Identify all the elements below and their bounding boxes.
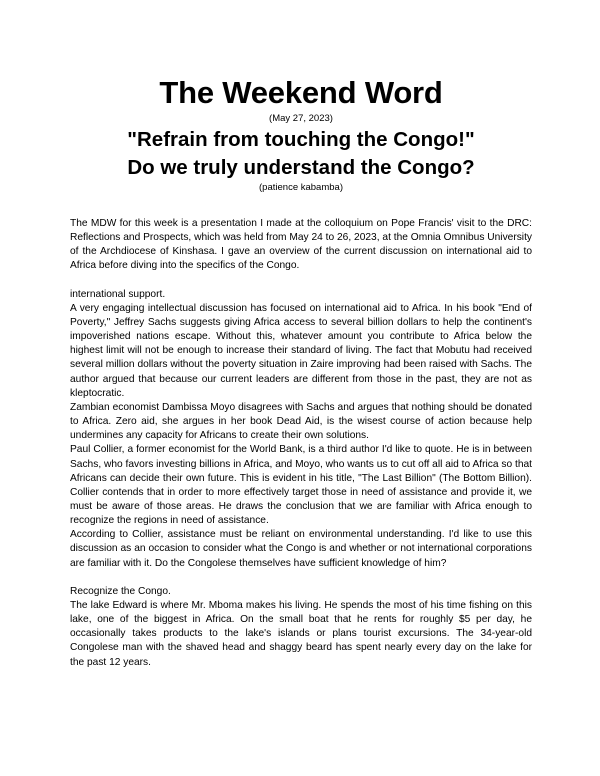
collier-understanding-paragraph: According to Collier, assistance must be reliant on environmental understanding. I'd like to use this discussion as an occasion to consider what the Congo is and whether or not international corporations are familiar with it. Do the Congolese themselves have sufficient knowledge of him? <box>70 529 532 569</box>
author-name: (patience kabamba) <box>259 182 343 193</box>
subtitle-line-2: Do we truly understand the Congo? <box>127 156 475 179</box>
subtitle-line-1: "Refrain from touching the Congo!" <box>127 128 475 151</box>
sachs-paragraph: A very engaging intellectual discussion has focused on international aid to Africa. In his book "End of Poverty," Jeffrey Sachs suggests giving Africa access to several billion dollars to help the continent's impoverished nations escape. Without this, whatever amount you contribute to Africa below the highest limit will not be enough to increase their standard of living. The fact that Mobutu had received several million dollars without the poverty situation in Zaire improving had been raised with Sachs. The author argued that because our current leaders are different from those in the past, they are not as kleptocratic. <box>70 302 532 399</box>
page-title: The Weekend Word <box>159 75 443 110</box>
mboma-paragraph: The lake Edward is where Mr. Mboma makes his living. He spends the most of his time fishing on this lake, one of the biggest in Africa. On the small boat that he rents for roughly $5 per day, he occasionally takes products to the lake's islands or plans tourist excursions. The 34-year-old Congolese man with the shaved head and shaggy beard has spent nearly every day on the lake for the past 12 years. <box>70 599 532 668</box>
section-heading-international-support: international support. <box>70 288 166 300</box>
intro-paragraph: The MDW for this week is a presentation I made at the colloquium on Pope Francis' visit to the DRC: Reflections and Prospects, which was held from May 24 to 26, 2023, at the Omnia Omnibus University of the Archdiocese of Kinshasa. I gave an overview of the current discussion on international aid to Africa before diving into the specifics of the Congo. <box>70 218 532 272</box>
collier-paragraph: Paul Collier, a former economist for the World Bank, is a third author I'd like to quote. He is in between Sachs, who favors investing billions in Africa, and Moyo, who wants us to cut off all aid to Africa so that Africans can decide their own future. This is evident in his title, "The Last Billion" (The Bottom Billion). Collier contends that in order to more effectively target those in need of assistance and provide it, we must be aware of those areas. He draws the conclusion that we are familiar with Africa enough to recognize the regions in need of assistance. <box>70 444 532 527</box>
moyo-paragraph: Zambian economist Dambissa Moyo disagrees with Sachs and argues that nothing should be donated to Africa. Zero aid, she argues in her book Dead Aid, is the wisest course of action because help undermines any capacity for Africans to create their own solutions. <box>70 401 532 442</box>
section-heading-recognize-congo: Recognize the Congo. <box>70 585 171 597</box>
paragraph-gap <box>70 571 532 585</box>
paragraph-gap <box>70 274 532 288</box>
article-body <box>70 217 532 670</box>
publication-date: (May 27, 2023) <box>269 113 333 124</box>
